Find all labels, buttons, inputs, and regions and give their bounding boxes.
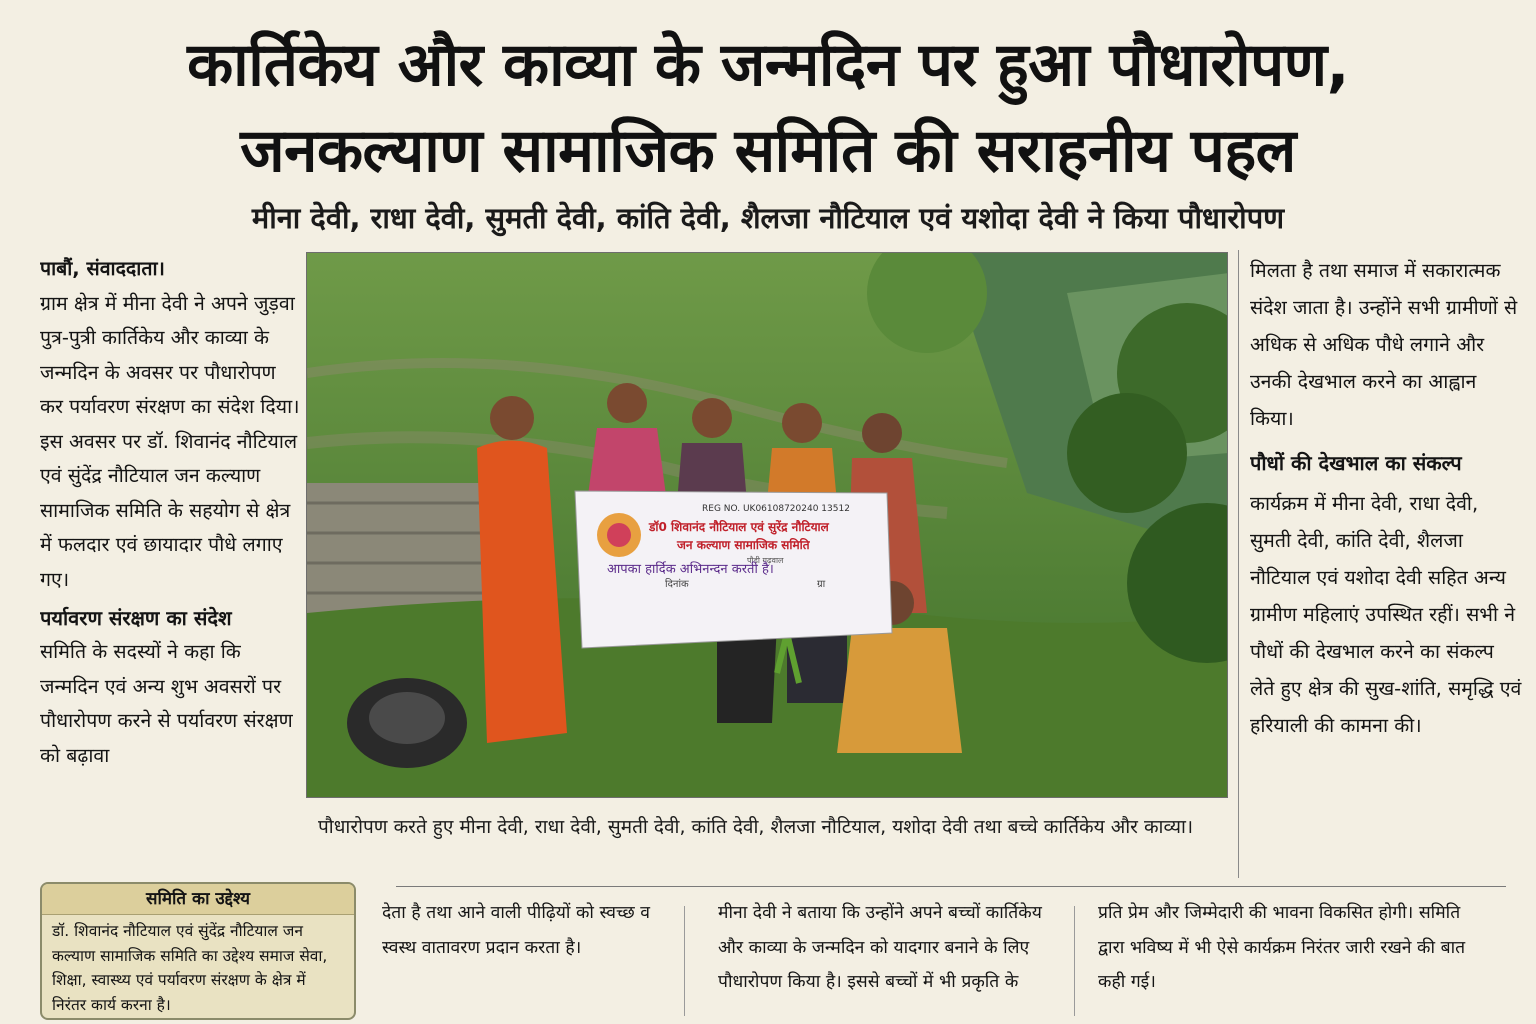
photo-caption: पौधारोपण करते हुए मीना देवी, राधा देवी, सुमती देवी, कांति देवी, शैलजा नौटियाल, यशोदा देवी तथा बच्चे कार्तिकेय और काव्या। (318, 816, 1194, 838)
bottom-column-rule-2 (1074, 906, 1075, 1016)
left-section-title: पर्यावरण संरक्षण का संदेश (40, 606, 232, 630)
horizontal-rule (396, 886, 1506, 887)
left-paragraph-2: समिति के सदस्यों ने कहा कि जन्मदिन एवं अन्य शुभ अवसरों पर पौधारोपण करने से पर्यावरण संरक्षण को बढ़ावा (40, 640, 293, 767)
left-paragraph-1: ग्राम क्षेत्र में मीना देवी ने अपने जुड़वा पुत्र-पुत्री कार्तिकेय और काव्या के जन्मदिन के अवसर पर पौधारोपण कर पर्यावरण संरक्षण का संदेश दिया। इस अवसर पर डॉ. शिवानंद नौटियाल एवं सुंदेंद्र नौटियाल जन कल्याण सामाजिक समिति के सहयोग से क्षेत्र में फलदार एवं छायादार पौधे लगाए गए। (40, 291, 300, 591)
dateline: पाबौं, संवाददाता। (40, 257, 165, 280)
bottom-column-2: मीना देवी ने बताया कि उन्होंने अपने बच्चों कार्तिकेय और काव्या के जन्मदिन को यादगार बनाने के लिए पौधारोपण किया है। इससे बच्चों में भी प्रकृति के (718, 903, 1042, 992)
news-photo (306, 252, 1228, 798)
bottom-column-1: देता है तथा आने वाली पीढ़ियों को स्वच्छ व स्वस्थ वातावरण प्रदान करता है। (382, 903, 651, 958)
right-column (1250, 252, 1522, 882)
banner-line-2: जन कल्याण सामाजिक समिति (677, 538, 810, 552)
right-paragraph-1: मिलता है तथा समाज में सकारात्मक संदेश जाता है। उन्होंने सभी ग्रामीणों से अधिक से अधिक पौधे लगाने और उनकी देखभाल करने का आह्वान किया। (1250, 259, 1518, 430)
left-column (40, 252, 302, 892)
headline (0, 22, 1536, 194)
bottom-column-3: प्रति प्रेम और जिम्मेदारी की भावना विकसित होगी। समिति द्वारा भविष्य में भी ऐसे कार्यक्रम निरंतर जारी रखने की बात कही गई। (1098, 903, 1466, 992)
column-rule (1238, 250, 1239, 878)
headline-line-1: कार्तिकेय और काव्या के जन्मदिन पर हुआ पौधारोपण, (187, 30, 1349, 100)
banner-line-1: डॉ0 शिवानंद नौटियाल एवं सुरेंद्र नौटियाल (649, 520, 829, 534)
right-section-title: पौधों की देखभाल का संकल्प (1250, 451, 1462, 475)
banner-field-place: ग्रा (817, 579, 826, 590)
banner-greeting: आपका हार्दिक अभिनन्दन करती है। (607, 562, 774, 577)
subheadline: मीना देवी, राधा देवी, सुमती देवी, कांति देवी, शैलजा नौटियाल एवं यशोदा देवी ने किया पौधारोपण (251, 201, 1285, 235)
headline-line-2: जनकल्याण सामाजिक समिति की सराहनीय पहल (240, 116, 1296, 186)
right-paragraph-2: कार्यक्रम में मीना देवी, राधा देवी, सुमती देवी, कांति देवी, शैलजा नौटियाल एवं यशोदा देवी सहित अन्य ग्रामीण महिलाएं उपस्थित रहीं। सभी ने पौधों की देखभाल करने का संकल्प लेते हुए क्षेत्र की सुख-शांति, समृद्धि एवं हरियाली की कामना की। (1250, 492, 1522, 737)
info-box-text: डॉ. शिवानंद नौटियाल एवं सुंदेंद्र नौटियाल जन कल्याण सामाजिक समिति का उद्देश्य समाज सेवा, शिक्षा, स्वास्थ्य एवं पर्यावरण संरक्षण के क्षेत्र में निरंतर कार्य करना है। (52, 922, 328, 1014)
banner-field-date: दिनांक (665, 579, 689, 590)
banner-small: पौड़ी गढ़वाल (747, 556, 784, 565)
info-box (40, 882, 356, 1020)
banner-reg-no: REG NO. UK06108720240 13512 (702, 504, 850, 514)
bottom-column-rule-1 (684, 906, 685, 1016)
info-box-title: समिति का उद्देश्य (42, 884, 354, 915)
